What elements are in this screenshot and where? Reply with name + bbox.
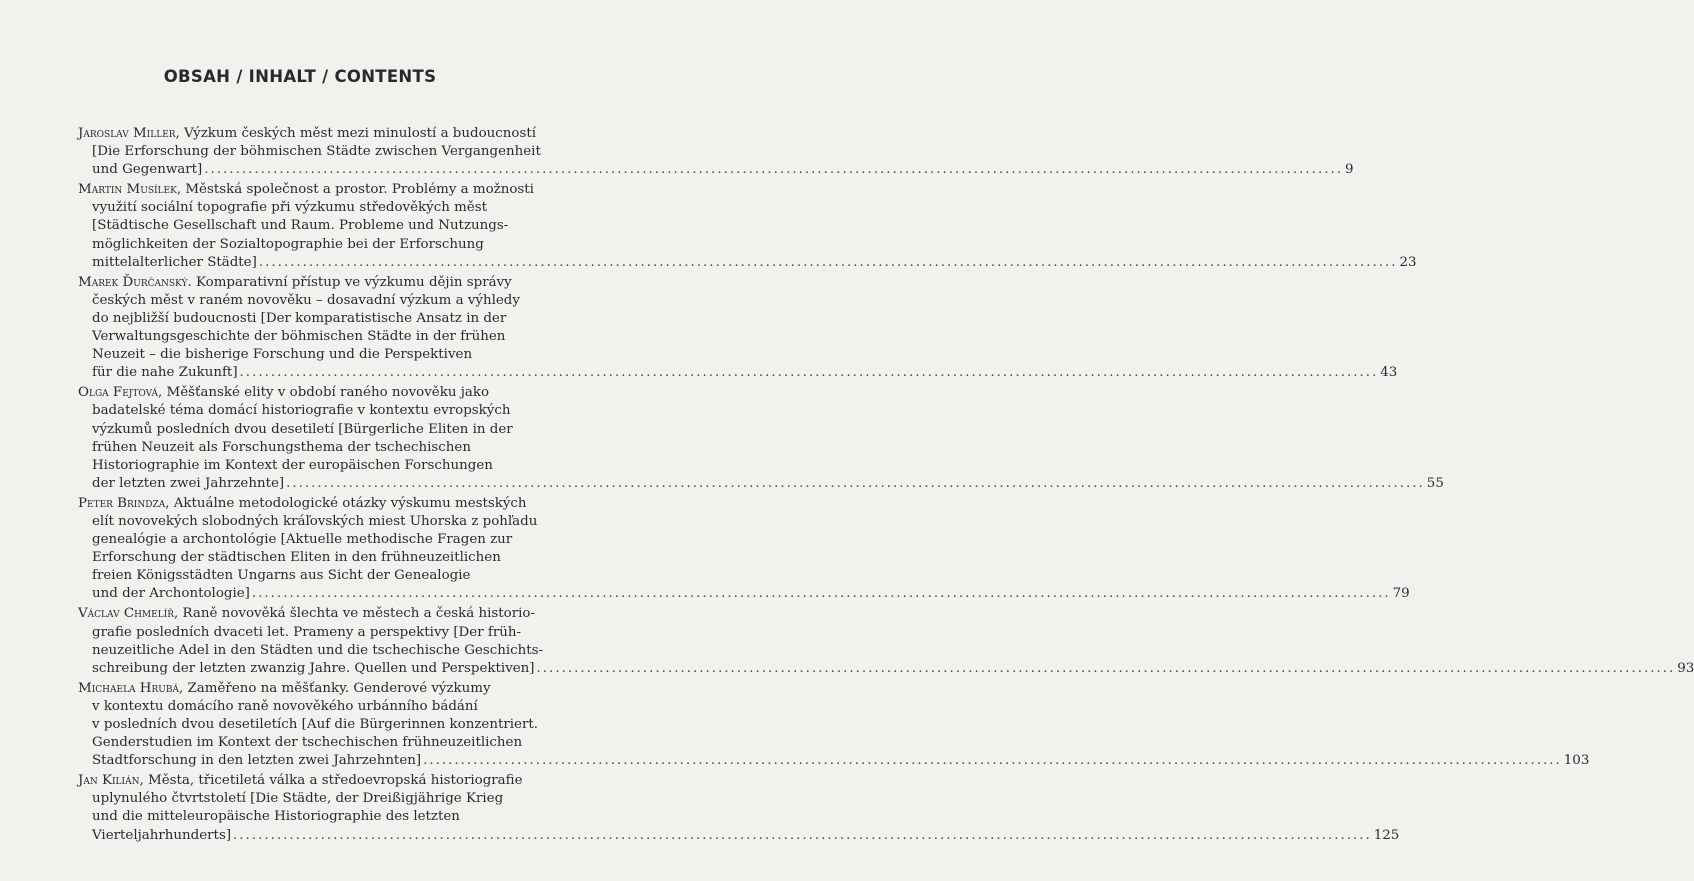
toc-entry-title-line	[78, 680, 538, 698]
toc-entry-line	[78, 199, 538, 217]
toc-entry-author: Marek Ďurčanský	[78, 274, 188, 290]
toc-entry-line	[78, 531, 538, 549]
toc-entry-author: Václav Chmelíř	[78, 606, 175, 622]
toc-entry-text: möglichkeiten der Sozialtopographie bei der Erforschung	[92, 236, 484, 252]
toc-entry-text: , Zaměřeno na měšťanky. Genderové výzkumy	[178, 680, 491, 696]
toc-entry-author: Jan Kilián	[78, 773, 140, 789]
toc-entry-line	[78, 513, 538, 531]
leader-dots	[204, 162, 1343, 177]
toc-entry-line	[78, 475, 1444, 493]
toc-entry-title-line	[78, 274, 538, 292]
toc-entry-text: [Städtische Gesellschaft und Raum. Probleme und Nutzungs-	[92, 218, 509, 234]
toc-entry-line	[78, 567, 538, 585]
toc-entry-page-number: 93	[1677, 660, 1694, 676]
toc-entry	[78, 125, 1354, 179]
toc-entry-line	[78, 752, 1590, 770]
leader-dots	[259, 255, 1398, 270]
toc-entry-author: Jaroslav Miller	[78, 126, 176, 141]
toc-entry-text: Verwaltungsgeschichte der böhmischen Städte in der frühen	[92, 329, 506, 345]
toc-entry-page-number: 43	[1380, 365, 1398, 381]
toc-entry-line	[78, 254, 1417, 272]
toc-entry-text: uplynulého čtvrtstoletí [Die Städte, der Dreißigjährige Krieg	[92, 791, 504, 807]
leader-dots	[423, 753, 1562, 768]
toc-entry-page-number: 9	[1344, 162, 1354, 178]
toc-entry-line	[78, 790, 538, 808]
toc-entry-title-line	[78, 605, 538, 623]
toc-entry-line	[78, 161, 1354, 179]
toc-entry-line	[78, 346, 538, 364]
toc-entry-page-number: 23	[1399, 254, 1417, 270]
toc-entry-line	[78, 402, 538, 420]
toc-entry-text: Historiographie im Kontext der europäischen Forschungen	[92, 457, 493, 473]
toc-entry-text: , Raně novověká šlechta ve městech a česká historio-	[174, 606, 536, 622]
toc-entry-text: und Gegenwart]	[92, 162, 203, 178]
toc-entry-text: . Komparativní přístup ve výzkumu dějin správy	[187, 274, 512, 290]
toc-entry-text: grafie posledních dvaceti let. Prameny a perspektivy [Der früh-	[92, 624, 522, 640]
toc-entry-text: v posledních dvou desetiletích [Auf die Bürgerinnen konzentriert.	[92, 717, 538, 732]
toc-entry-line	[78, 716, 538, 734]
toc-entry-line	[78, 217, 538, 235]
toc-entry-line	[78, 585, 1410, 603]
toc-entry-line	[78, 734, 538, 752]
toc-list	[78, 125, 1694, 847]
toc-entry	[78, 495, 1410, 604]
toc-entry-text: freien Königsstädten Ungarns aus Sicht der Genealogie	[92, 568, 471, 584]
page-title: OBSAH / INHALT / CONTENTS	[163, 67, 437, 86]
toc-entry-page-number: 125	[1373, 827, 1400, 843]
toc-entry-text: Genderstudien im Kontext der tschechischen frühneuzeitlichen	[92, 735, 523, 751]
toc-entry	[78, 274, 1398, 383]
toc-entry-line	[78, 624, 538, 642]
toc-entry-text: , Aktuálne metodologické otázky výskumu mestských	[165, 495, 527, 511]
toc-entry-line	[78, 143, 541, 161]
toc-entry-line	[78, 292, 538, 310]
toc-entry-author: Peter Brindza	[78, 495, 166, 511]
toc-entry-title-line	[78, 125, 538, 143]
toc-entry-line	[78, 660, 1694, 678]
toc-entry	[78, 772, 1400, 844]
toc-entry-text: badatelské téma domácí historiografie v kontextu evropských	[92, 403, 511, 419]
toc-entry-line	[78, 827, 1400, 845]
toc-entry-text: der letzten zwei Jahrzehnte]	[92, 475, 285, 491]
toc-entry-line	[78, 439, 538, 457]
leader-dots	[537, 661, 1676, 676]
toc-entry-text: für die nahe Zukunft]	[92, 365, 238, 381]
toc-entry-text: Vierteljahrhunderts]	[92, 827, 232, 843]
toc-entry-line	[78, 328, 538, 346]
leader-dots	[233, 828, 1372, 843]
toc-entry-text: do nejbližší budoucnosti [Der komparatistische Ansatz in der	[92, 310, 507, 326]
toc-entry-text: [Die Erforschung der böhmischen Städte zwischen Vergangenheit	[92, 144, 541, 160]
toc-entry-text: mittelalterlicher Städte]	[92, 254, 257, 270]
toc-entry	[78, 605, 1694, 677]
leader-dots	[240, 365, 1379, 380]
toc-entry-page-number: 79	[1392, 586, 1410, 602]
toc-entry-text: využití sociální topografie při výzkumu středověkých měst	[92, 200, 487, 216]
toc-entry-text: , Měšťanské elity v období raného novověku jako	[157, 385, 490, 401]
toc-entry-text: v kontextu domácího raně novověkého urbánního bádání	[92, 698, 478, 714]
toc-entry-line	[78, 808, 538, 826]
toc-entry-text: schreibung der letzten zwanzig Jahre. Quellen und Perspektiven]	[92, 660, 535, 676]
toc-entry-author: Martin Musílek	[78, 182, 177, 198]
toc-entry	[78, 384, 1444, 493]
toc-entry-title-line	[78, 384, 538, 402]
leader-dots	[252, 586, 1391, 601]
toc-entry-page-number: 55	[1426, 475, 1444, 491]
toc-entry-author: Olga Fejtová	[78, 385, 158, 401]
toc-entry-text: výzkumů posledních dvou desetiletí [Bürgerliche Eliten in der	[92, 421, 513, 437]
toc-entry-line	[78, 236, 538, 254]
toc-entry-text: , Města, třicetiletá válka a středoevropská historiografie	[139, 773, 523, 789]
toc-entry-text: , Výzkum českých měst mezi minulostí a budoucností	[175, 126, 536, 141]
toc-entry-text: , Městská společnost a prostor. Problémy a možnosti	[176, 182, 534, 198]
toc-entry-line	[78, 698, 538, 716]
toc-entry-text: und die mitteleuropäische Historiographie des letzten	[92, 809, 460, 825]
toc-entry-title-line	[78, 181, 538, 199]
toc-entry	[78, 181, 1417, 271]
toc-entry-text: Neuzeit – die bisherige Forschung und die Perspektiven	[92, 347, 473, 363]
toc-entry-text: českých měst v raném novověku – dosavadní výzkum a výhledy	[92, 292, 520, 308]
toc-entry-text: frühen Neuzeit als Forschungsthema der tschechischen	[92, 439, 471, 455]
toc-entry-text: elít novovekých slobodných kráľovských miest Uhorska z pohľadu	[92, 513, 538, 529]
toc-entry-text: Erforschung der städtischen Eliten in den frühneuzeitlichen	[92, 550, 501, 566]
toc-entry-title-line	[78, 772, 538, 790]
toc-entry-text: neuzeitliche Adel in den Städten und die tschechische Geschichts-	[92, 642, 544, 658]
toc-entry-text: genealógie a archontológie [Aktuelle methodische Fragen zur	[92, 532, 513, 548]
toc-entry-author: Michaela Hrubá	[78, 680, 179, 696]
toc-entry-line	[78, 457, 538, 475]
toc-entry-text: und der Archontologie]	[92, 586, 250, 602]
leader-dots	[286, 476, 1425, 491]
toc-entry-text: Stadtforschung in den letzten zwei Jahrzehnten]	[92, 753, 422, 769]
toc-entry	[78, 680, 1590, 770]
toc-entry-line	[78, 310, 538, 328]
toc-entry-page-number: 103	[1563, 753, 1590, 769]
toc-entry-line	[78, 549, 538, 567]
toc-entry-title-line	[78, 495, 538, 513]
toc-entry-line	[78, 421, 538, 439]
toc-entry-line	[78, 364, 1398, 382]
toc-entry-line	[78, 642, 544, 660]
